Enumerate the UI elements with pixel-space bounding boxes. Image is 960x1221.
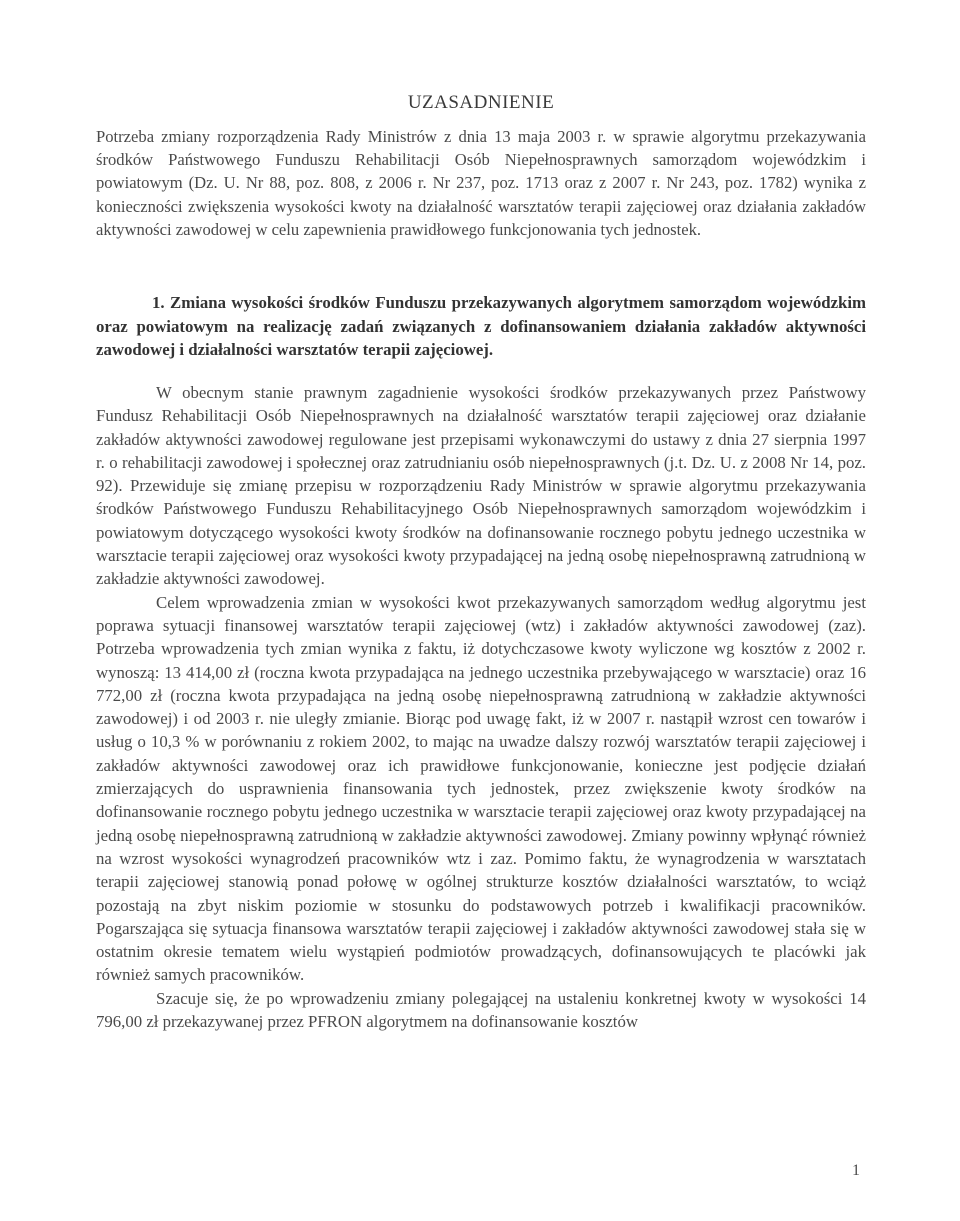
section-body	[96, 381, 866, 1033]
page-number: 1	[852, 1162, 860, 1179]
body-paragraph: Szacuje się, że po wprowadzeniu zmiany polegającej na ustaleniu konkretnej kwoty w wysokości 14 796,00 zł przekazywanej przez PFRON algorytmem na dofinansowanie kosztów	[96, 988, 866, 1032]
body-paragraph: Celem wprowadzenia zmian w wysokości kwot przekazywanych samorządom według algorytmu jest poprawa sytuacji finansowej warsztatów terapii zajęciowej (wtz) i zakładów aktywności zawodowej (zaz). Potrzeba wprowadzenia tych zmian wynika z faktu, iż dotychczasowe kwoty wyliczone wg kosztów z 2002 r. wynoszą: 13 414,00 zł (roczna kwota przypadająca na jednego uczestnika przebywającego w warsztacie) oraz 16 772,00 zł (roczna kwota przypadająca na jedną osobę niepełnosprawną zatrudnioną w zakładzie aktywności zawodowej) i od 2003 r. nie uległy zmianie. Biorąc pod uwagę fakt, iż w 2007 r. nastąpił wzrost cen towarów i usług o 10,3 % w porównaniu z rokiem 2002, to mając na uwadze dalszy rozwój warsztatów terapii zajęciowej i zakładów aktywności zawodowej oraz ich prawidłowe funkcjonowanie, konieczne jest podjęcie działań zmierzających do usprawnienia finansowania tych jednostek, przez zwiększenie kwoty środków na dofinansowanie rocznego pobytu jednego uczestnika w warsztacie terapii zajęciowej oraz kwoty przypadającej na jedną osobę niepełnosprawną zatrudnioną w zakładzie aktywności zawodowej. Zmiany powinny wpłynąć również na wzrost wysokości wynagrodzeń pracowników wtz i zaz. Pomimo faktu, że wynagrodzenia w warsztatach terapii zajęciowej stanowią ponad połowę w ogólnej strukturze kosztów działalności warsztatów, to wciąż pozostają na zbyt niskim poziomie w stosunku do podstawowych potrzeb i kwalifikacji pracowników. Pogarszająca się sytuacja finansowa warsztatów terapii zajęciowej i zakładów aktywności zawodowej stała się w ostatnim okresie tematem wielu wystąpień podmiotów prowadzących, dofinansowujących te placówki jak również samych pracowników.	[96, 592, 866, 985]
intro-paragraph: Potrzeba zmiany rozporządzenia Rady Ministrów z dnia 13 maja 2003 r. w sprawie algorytmu przekazywania środków Państwowego Funduszu Rehabilitacji Osób Niepełnosprawnych samorządom wojewódzkim i powiatowym (Dz. U. Nr 88, poz. 808, z 2006 r. Nr 237, poz. 1713 oraz z 2007 r. Nr 243, poz. 1782) wynika z konieczności zwiększenia wysokości kwoty na działalność warsztatów terapii zajęciowej oraz działania zakładów aktywności zawodowej w celu zapewnienia prawidłowego funkcjonowania tych jednostek.	[96, 127, 866, 239]
document-title: UZASADNIENIE	[407, 92, 555, 113]
body-paragraph: W obecnym stanie prawnym zagadnienie wysokości środków przekazywanych przez Państwowy Fundusz Rehabilitacji Osób Niepełnosprawnych na działalność warsztatów terapii zajęciowej oraz działanie zakładów aktywności zawodowej regulowane jest przepisami wykonawczymi do ustawy z dnia 27 sierpnia 1997 r. o rehabilitacji zawodowej i społecznej oraz zatrudnianiu osób niepełnosprawnych (j.t. Dz. U. z 2008 Nr 14, poz. 92). Przewiduje się zmianę przepisu w rozporządzeniu Rady Ministrów w sprawie algorytmu przekazywania środków Państwowego Funduszu Rehabilitacyjnego Osób Niepełnosprawnych samorządom wojewódzkim i powiatowym dotyczącego wysokości kwoty środków na dofinansowanie rocznego pobytu jednego uczestnika w warsztacie terapii zajęciowej oraz wysokości kwoty przypadającej na jedną osobę niepełnosprawną zatrudnioną w zakładzie aktywności zawodowej.	[96, 383, 866, 589]
section-heading: 1. Zmiana wysokości środków Funduszu przekazywanych algorytmem samorządom wojewódzkim oraz powiatowym na realizację zadań związanych z dofinansowaniem działania zakładów aktywności zawodowej i działalności warsztatów terapii zajęciowej.	[96, 293, 866, 360]
